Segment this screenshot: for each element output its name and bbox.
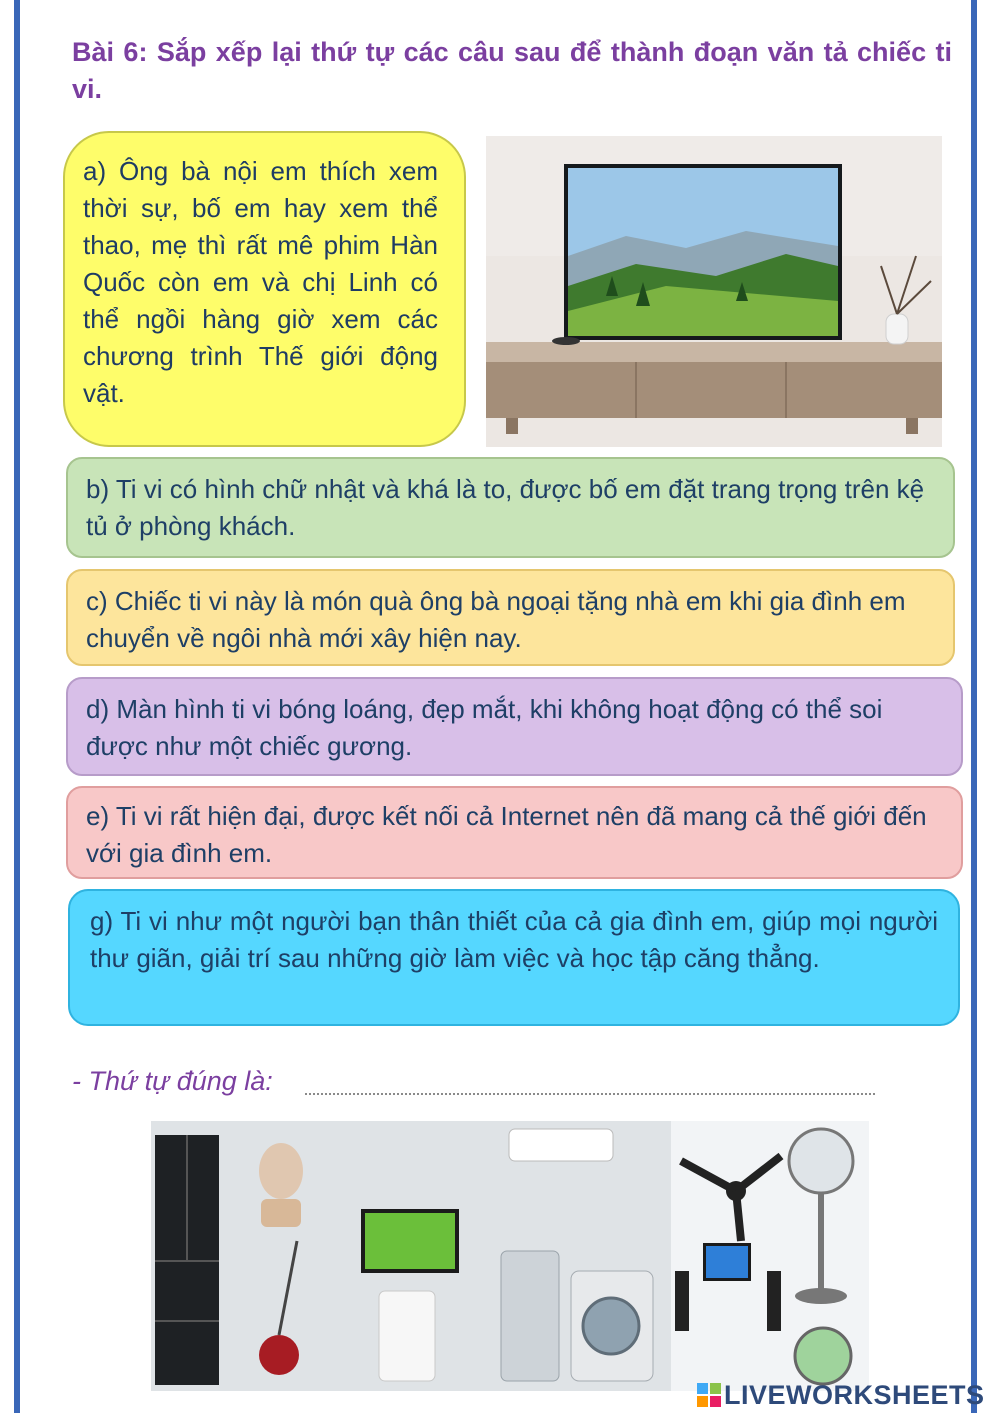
sentence-b-text: b) Ti vi có hình chữ nhật và khá là to, được bố em đặt trang trọng trên kệ tủ ở phòng khách.	[86, 474, 925, 541]
sentence-d-text: d) Màn hình ti vi bóng loáng, đẹp mắt, khi không hoạt động có thể soi được như một chiếc gương.	[86, 694, 883, 761]
sentence-e-text: e) Ti vi rất hiện đại, được kết nối cả Internet nên đã mang cả thế giới đến với gia đình em.	[86, 801, 927, 868]
box-fan	[795, 1328, 851, 1384]
sentence-card-d[interactable]	[66, 677, 963, 776]
sentence-a-text: a) Ông bà nội em thích xem thời sự, bố em hay xem thể thao, mẹ thì rất mê phim Hàn Quốc còn em và chị Linh có thể ngồi hàng giờ xem các chương trình Thế giới động vật.	[83, 156, 438, 408]
answer-input-line[interactable]	[305, 1093, 875, 1095]
tv-cabinet	[486, 362, 942, 418]
liveworksheets-logo-icon	[697, 1383, 721, 1407]
brand-name: LIVEWORKSHEETS	[724, 1379, 985, 1410]
exercise-title: Bài 6: Sắp xếp lại thứ tự các câu sau để thành đoạn văn tả chiếc ti vi.	[72, 37, 952, 104]
home-appliances-photo	[151, 1121, 869, 1391]
sentence-card-g[interactable]	[68, 889, 960, 1026]
sentence-card-c[interactable]	[66, 569, 955, 666]
air-purifier	[379, 1291, 435, 1381]
sentence-c-text: c) Chiếc ti vi này là món quà ông bà ngoại tặng nhà em khi gia đình em chuyển về ngôi nhà mới xây hiện nay.	[86, 586, 906, 653]
air-conditioner	[509, 1129, 613, 1161]
sentence-card-e[interactable]	[66, 786, 963, 879]
sentence-g-text: g) Ti vi như một người bạn thân thiết của cả gia đình em, giúp mọi người thư giãn, giải trí sau những giờ làm việc và học tập căng thẳng.	[90, 906, 938, 973]
liveworksheets-brand	[697, 1380, 985, 1410]
tv-room-photo	[486, 136, 942, 447]
answer-label: - Thứ tự đúng là:	[72, 1066, 273, 1096]
steamer	[259, 1143, 303, 1199]
washing-machine-top	[501, 1251, 559, 1381]
vacuum-cleaner	[259, 1335, 299, 1375]
page-border-left	[14, 0, 20, 1413]
sentence-card-a[interactable]	[63, 131, 466, 447]
sentence-card-b[interactable]	[66, 457, 955, 558]
page-border-right	[971, 0, 977, 1413]
